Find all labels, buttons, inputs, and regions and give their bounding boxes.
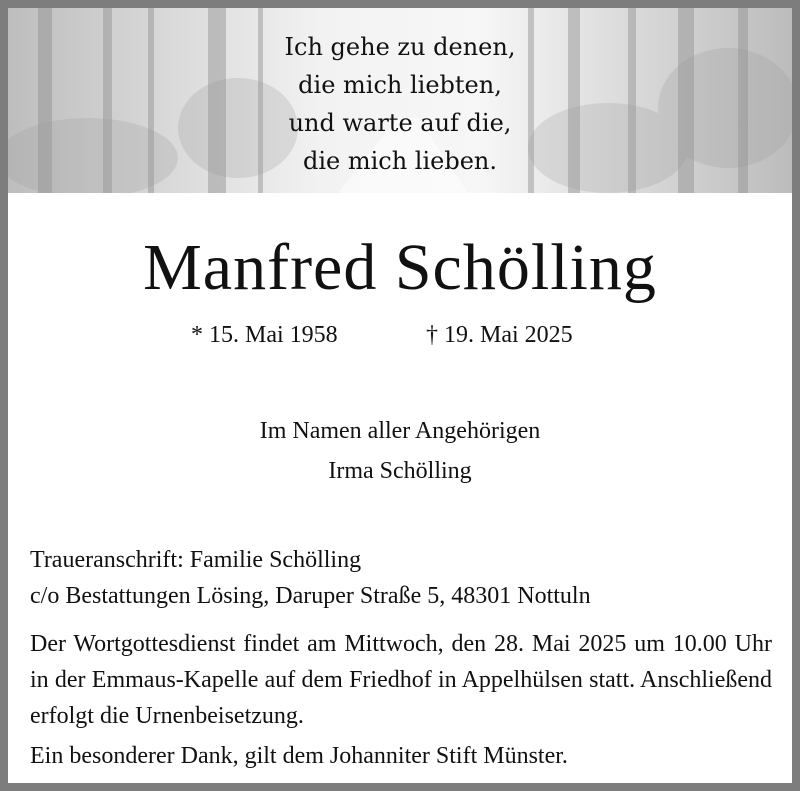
mourning-address	[30, 542, 772, 614]
address-line: c/o Bestattungen Lösing, Daruper Straße 5, 48301 Nottuln	[30, 583, 591, 609]
service-notice: Der Wortgottesdienst findet am Mittwoch, den 28. Mai 2025 um 10.00 Uhr in der Emmaus-Kapelle auf dem Friedhof in Appelhülsen statt. Anschließend erfolgt die Urnenbeisetzung.	[30, 631, 772, 729]
address-line: Traueranschrift: Familie Schölling	[30, 547, 362, 573]
thanks-note: Ein besonderer Dank, gilt dem Johanniter Stift Münster.	[30, 743, 568, 769]
mourner-name: Irma Schölling	[328, 458, 472, 484]
forest-banner-image	[8, 8, 792, 193]
birth-date: * 15. Mai 1958	[191, 322, 338, 348]
death-date: † 19. Mai 2025	[426, 322, 573, 348]
poem-line: Ich gehe zu denen,	[284, 33, 516, 61]
poem-line: und warte auf die,	[288, 109, 512, 137]
poem-line: die mich lieben.	[302, 147, 498, 175]
deceased-name: Manfred Schölling	[143, 231, 657, 304]
mourners-intro: Im Namen aller Angehörigen	[259, 418, 541, 444]
poem-line: die mich liebten,	[298, 71, 502, 99]
poem	[8, 28, 792, 180]
